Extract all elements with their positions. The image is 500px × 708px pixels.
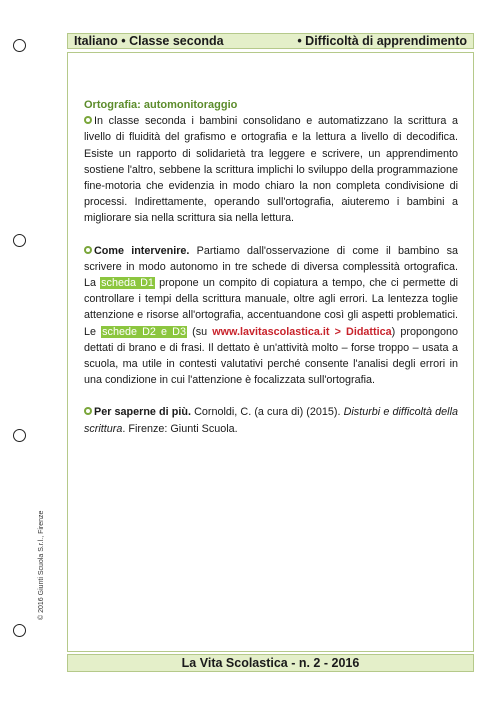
punch-hole [13, 39, 26, 52]
references-text: . Firenze: Giunti Scuola. [122, 422, 238, 435]
scheda-d1-highlight: scheda D1 [101, 277, 154, 290]
header-subject: Italiano • Classe seconda [74, 34, 224, 48]
bullet-icon [84, 407, 92, 415]
paragraph-intro [84, 113, 458, 226]
book-title: Disturbi e difficoltà della scrittura [84, 406, 458, 435]
schede-d2-d3-highlight: schede D2 e D3 [102, 325, 186, 338]
bullet-icon [84, 116, 92, 124]
page-header [67, 33, 474, 49]
copyright-note: © 2016 Giunti Scuola S.r.l., Firenze [38, 510, 45, 620]
intervention-lead: Come intervenire. [94, 244, 190, 257]
page-footer: La Vita Scolastica - n. 2 - 2016 [67, 654, 474, 672]
paragraph-references [84, 404, 458, 436]
references-lead: Per saperne di più. [94, 406, 191, 419]
intervention-text: propone un compito di copiatura a tempo, che ci permette di controllare i tempi della scrittura manuale, oltre agli errori. La lentezza toglie attenzione e risorse all'ortografia, accentuandone così gli aspetti problematici. Le [84, 277, 458, 338]
website-link[interactable]: www.lavitascolastica.it > Didattica [212, 325, 392, 338]
references-text: Cornoldi, C. (a cura di) (2015). [190, 406, 344, 419]
article [84, 97, 458, 453]
punch-hole [13, 624, 26, 637]
intervention-text: (su [186, 325, 213, 338]
bullet-icon [84, 246, 92, 254]
article-title: Ortografia: automonitoraggio [84, 99, 238, 111]
header-topic: • Difficoltà di apprendimento [297, 34, 467, 48]
paragraph-intervention [84, 243, 458, 389]
intervention-text: Partiamo dall'osservazione di come il bambino sa scrivere in modo autonomo in tre schede di diversa complessità ortografica. La [84, 244, 458, 290]
intervention-text: ) propongono dettati di brano e di frasi. Il dettato è un'attività molto – forse troppo – usata a scuola, ma utile in contesti valutativi perché consente l'analisi degli errori in una condizione in cui l'attenzione è focalizzata sull'ortografia. [84, 325, 459, 387]
intro-text: In classe seconda i bambini consolidano e automatizzano la scrittura a livello di fluidità del grafismo e ortografia e la lettura a livello di decodifica. Esiste un rapporto di solidarietà tra leggere e scrivere, un apprendimento sostiene l'altro, sebbene la scrittura implichi lo sviluppo della programmazione fine-motoria che evidenzia in modo chiaro la non completa condivisione di processi. Indirettamente, operando sull'ortografia, aiuteremo i bambini a migliorare sia nella scrittura sia nella lettura. [84, 115, 458, 225]
punch-hole [13, 234, 26, 247]
punch-hole [13, 429, 26, 442]
